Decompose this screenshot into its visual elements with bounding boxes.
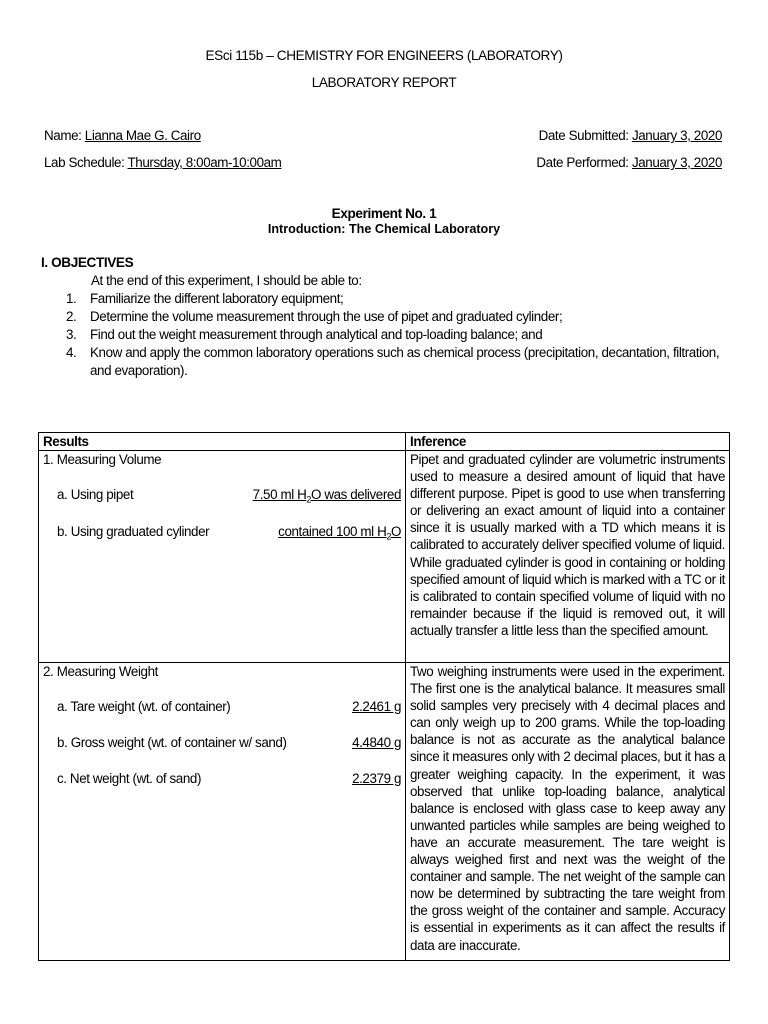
objectives-heading: I. OBJECTIVES (41, 255, 134, 270)
table-row (39, 451, 730, 663)
gross-weight-label: b. Gross weight (wt. of container w/ sand) (57, 735, 287, 750)
objectives-list (66, 290, 726, 380)
list-item: 1. Familiarize the different laboratory equipment; (66, 291, 344, 306)
volume-results-cell (39, 451, 406, 663)
schedule-label: Lab Schedule: (44, 155, 125, 170)
volume-inference: Pipet and graduated cylinder are volumetric instruments used to measure a desired amount of liquid that have different purpose. Pipet is good to use when transferring or delivering an exact amount of liquid into a container since it is usually marked with a TD which means it is calibrated to accurately deliver specified volume of liquid. While graduated cylinder is good in containing or holding specified amount of liquid which is marked with a TC or it is calibrated to contain specified volume of liquid with no remainder because if the liquid is removed out, it will actually transfer a little less than the specified amount. (406, 451, 730, 663)
submitted-row (539, 128, 722, 143)
pipet-value: 7.50 ml $H_2O$ was delivered (252, 487, 401, 505)
submitted-label: Date Submitted: (538, 128, 629, 143)
name-row (44, 128, 201, 143)
schedule-value: Thursday, 8:00am-10:00am (127, 155, 282, 170)
performed-value: January 3, 2020 (631, 155, 722, 170)
list-item: 2. Determine the volume measurement through the use of pipet and graduated cylinder; (66, 309, 563, 324)
experiment-number: Experiment No. 1 (331, 206, 437, 221)
objectives-intro: At the end of this experiment, I should be able to: (91, 273, 362, 288)
performed-label: Date Performed: (536, 155, 629, 170)
experiment-title: Introduction: The Chemical Laboratory (267, 222, 501, 236)
schedule-row (44, 155, 281, 170)
cylinder-value: contained 100 ml $H_2O$ (278, 524, 401, 542)
submitted-value: January 3, 2020 (631, 128, 722, 143)
weight-results-cell (39, 663, 406, 961)
volume-heading: 1. Measuring Volume (43, 452, 162, 467)
weight-heading: 2. Measuring Weight (43, 664, 158, 679)
weight-inference: Two weighing instruments were used in the experiment. The first one is the analytical balance. It measures small solid samples very precisely with 4 decimal places and can only weigh up to 200 grams. While the top-loading balance is not as accurate as the analytical balance since it measures only with 2 decimal places, but it has a greater weighing capacity. In the experiment, it was observed that unlike top-loading balance, analytical balance is enclosed with glass case to keep away any unwanted particles while samples are being weighed to have an accurate measurement. The tare weight is always weighed first and next was the weight of the container and sample. The net weight of the sample can now be determined by subtracting the tare weight from the gross weight of the container and sample. Accuracy is essential in experiments as it can affect the results if data are inaccurate. (406, 663, 730, 961)
list-item: 4. Know and apply the common laboratory operations such as chemical process (precipitation, decantation, filtration, and evaporation). (66, 345, 720, 378)
cylinder-label: b. Using graduated cylinder (57, 524, 210, 539)
name-label: Name: (44, 128, 82, 143)
tare-weight-value: 2.2461 g (352, 699, 401, 714)
report-title: LABORATORY REPORT (311, 75, 457, 90)
table-row (39, 663, 730, 961)
performed-row (536, 155, 722, 170)
course-title: ESci 115b – CHEMISTRY FOR ENGINEERS (LABORATORY) (205, 48, 563, 63)
inference-header: Inference (406, 433, 730, 451)
net-weight-label: c. Net weight (wt. of sand) (57, 771, 201, 786)
list-item: 3. Find out the weight measurement through analytical and top-loading balance; and (66, 327, 543, 342)
net-weight-value: 2.2379 g (352, 771, 401, 786)
results-table (38, 432, 730, 961)
tare-weight-label: a. Tare weight (wt. of container) (57, 699, 231, 714)
results-header: Results (39, 433, 406, 451)
name-value: Lianna Mae G. Cairo (84, 128, 201, 143)
gross-weight-value: 4.4840 g (352, 735, 401, 750)
table-header-row (39, 433, 730, 451)
pipet-label: a. Using pipet (57, 487, 134, 502)
